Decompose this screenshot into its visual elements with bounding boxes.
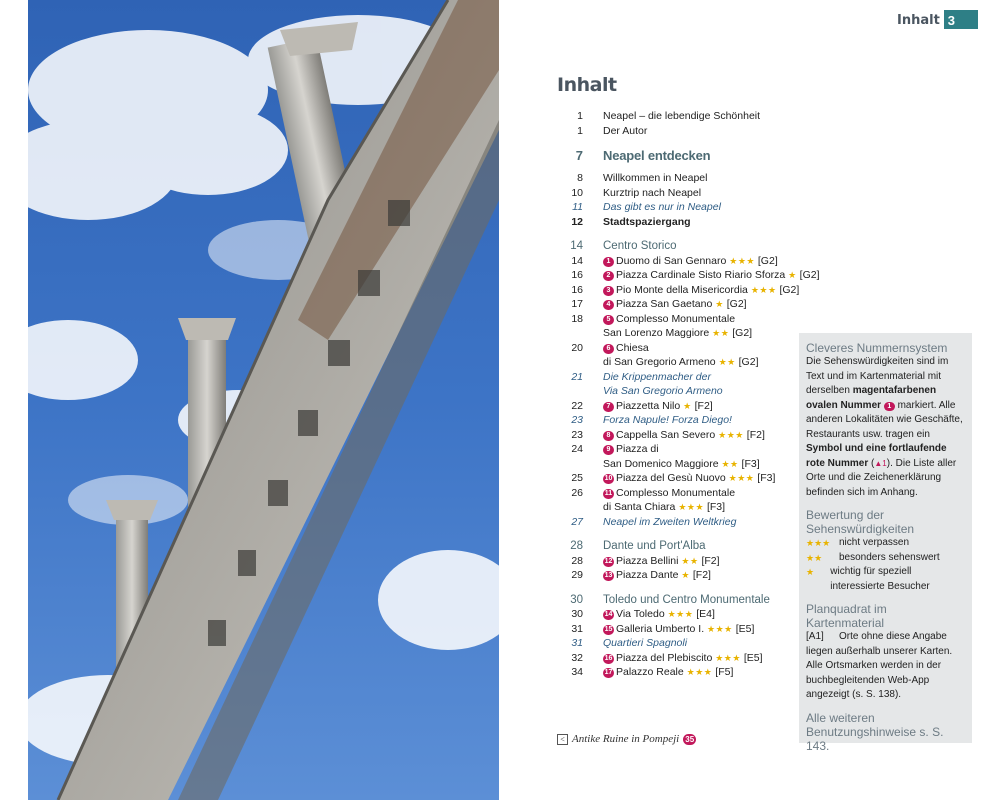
toc-row[interactable]: 11 Das gibt es nur in Neapel xyxy=(572,201,721,213)
photo-caption xyxy=(557,733,696,745)
toc-row[interactable]: 1 Neapel – die lebendige Schönheit xyxy=(577,110,761,122)
rating-row: ★ wichtig für speziell interessierte Besucher xyxy=(806,565,965,594)
sight-number-badge: 6 xyxy=(603,344,614,354)
star-rating: ★★★ xyxy=(678,502,705,512)
sight-number-badge: 10 xyxy=(604,475,613,482)
planquadrat-title: Planquadrat im Kartenmaterial xyxy=(806,602,887,630)
star-rating: ★★ xyxy=(712,328,730,338)
star-rating: ★★ xyxy=(718,357,736,367)
star-rating: ★★★ xyxy=(667,609,694,619)
toc-sight-row[interactable]: 31 15 Galleria Umberto I. ★★★ [E5] xyxy=(571,622,755,635)
star-rating: ★ xyxy=(683,400,692,411)
rating-row: ★★ besonders sehenswert xyxy=(806,551,965,566)
info-sidebar xyxy=(799,333,972,753)
toc-row[interactable]: 27 Neapel im Zweiten Weltkrieg xyxy=(571,515,737,528)
toc-row[interactable]: 31 Quartieri Spagnoli xyxy=(571,637,688,649)
toc-sight-row[interactable]: 30 14 Via Toledo ★★★ [E4] xyxy=(571,608,715,620)
toc-sight-row[interactable]: 20 6 Chiesa xyxy=(571,341,649,354)
toc-row[interactable]: 1 Der Autor xyxy=(577,124,648,137)
toc-subsection[interactable]: 30 Toledo und Centro Monumentale xyxy=(570,593,770,606)
numbering-info: Cleveres Nummernsystem Die Sehenswürdigkeiten sind im Text und im Kartenmaterial mit derselben magentafarbenen ovalen Nummer 1 markiert. Alle anderen Lokalitäten wie Geschäfte, Restaurants usw. tragen ein Symbol und eine fortlaufende rote Nummer (▲1). Die Liste aller Orte und die Zeichenerklärung befinden sich im Anhang. xyxy=(806,341,965,500)
star-rating: ★ xyxy=(681,570,690,580)
sight-number-badge: 4 xyxy=(603,300,614,310)
sight-number-badge: 3 xyxy=(603,286,614,296)
toc-row[interactable]: 23 Forza Napule! Forza Diego! xyxy=(571,414,732,426)
toc-sight-row[interactable]: 16 3 Pio Monte della Misericordia ★★★ [G2] xyxy=(571,283,800,296)
sight-number-badge: 5 xyxy=(603,315,614,325)
sight-number-badge: 13 xyxy=(604,572,613,579)
sight-number-badge: 7 xyxy=(603,402,614,412)
rating-title: Bewertung der Sehenswürdigkeiten xyxy=(806,508,915,536)
star-rating: ★★ xyxy=(806,552,823,563)
toc-subsection[interactable]: 28 Dante und Port'Alba xyxy=(570,540,706,552)
toc-sight-row-cont[interactable]: San Lorenzo Maggiore ★★ [G2] xyxy=(603,327,753,339)
toc-section[interactable]: 7 Neapel entdecken xyxy=(575,148,711,163)
sight-number-badge: 14 xyxy=(604,611,613,618)
header-page-number: 3 xyxy=(944,10,978,29)
toc-sight-row[interactable]: 32 16 Piazza del Plebiscito ★★★ [E5] xyxy=(571,651,763,664)
sight-number-badge: 12 xyxy=(604,557,613,565)
star-rating: ★★★ xyxy=(728,473,755,483)
page-title: Inhalt xyxy=(557,74,617,96)
toc-row[interactable]: 12 Stadtspaziergang xyxy=(571,215,691,228)
sight-number-badge: 11 xyxy=(604,489,613,497)
toc-sight-row-cont[interactable]: San Domenico Maggiore ★★ [F3] xyxy=(603,457,760,470)
rating-row: ★★★ nicht verpassen xyxy=(806,536,965,551)
star-rating: ★★ xyxy=(721,458,739,469)
header-title: Inhalt xyxy=(897,13,940,28)
star-rating: ★ xyxy=(715,299,724,309)
shop-marker-icon: ▲1 xyxy=(874,458,887,468)
sight-number-badge: 1 xyxy=(884,402,895,411)
grid-code: [A1] xyxy=(806,631,824,642)
sight-number-badge: 2 xyxy=(603,271,614,281)
planquadrat-info: Planquadrat im Kartenmaterial [A1] Orte ohne diese Angabe liegen außerhalb unserer Karten. Alle Ortsmarken werden in der buchbegleitenden Web-App angezeigt (s. S. 138). xyxy=(806,602,965,703)
toc-sight-row[interactable]: 18 5 Complesso Monumentale xyxy=(571,312,736,325)
left-arrow-icon: < xyxy=(557,734,568,745)
toc-sight-row[interactable]: 17 4 Piazza San Gaetano ★ [G2] xyxy=(571,298,747,310)
star-rating: ★★★ xyxy=(729,255,755,266)
toc-row[interactable]: 10 Kurztrip nach Neapel xyxy=(571,186,702,199)
star-rating: ★★★ xyxy=(707,623,733,634)
rating-info xyxy=(806,508,965,594)
toc-subsection[interactable]: 14 Centro Storico xyxy=(570,240,677,252)
toc-sight-row[interactable]: 24 9 Piazza di xyxy=(571,443,659,455)
toc-sight-row[interactable]: 25 10 Piazza del Gesù Nuovo ★★★ [F3] xyxy=(571,472,776,484)
caption-page-badge[interactable]: 35 xyxy=(683,734,696,745)
toc-sight-row[interactable]: 28 12 Piazza Bellini ★★ [F2] xyxy=(571,554,720,567)
toc-sight-row[interactable]: 22 7 Piazzetta Nilo ★ [F2] xyxy=(571,399,713,412)
toc-sight-row[interactable]: 26 11 Complesso Monumentale xyxy=(571,486,736,499)
toc-row[interactable]: 21 Die Krippenmacher der xyxy=(571,370,711,383)
star-rating: ★★★ xyxy=(750,284,777,295)
star-rating: ★★★ xyxy=(686,667,713,677)
star-rating: ★ xyxy=(788,270,797,280)
sight-number-badge: 1 xyxy=(603,257,614,267)
numbering-title: Cleveres Nummernsystem xyxy=(806,341,948,355)
toc-sight-row[interactable]: 23 8 Cappella San Severo ★★★ [F2] xyxy=(571,428,765,441)
toc-sight-row[interactable]: 14 1 Duomo di San Gennaro ★★★ [G2] xyxy=(571,254,778,267)
star-rating: ★★★ xyxy=(806,538,831,548)
toc-sight-row[interactable]: 34 17 Palazzo Reale ★★★ [F5] xyxy=(571,666,734,678)
toc-sight-row-cont[interactable]: di Santa Chiara ★★★ [F3] xyxy=(603,501,726,513)
sight-number-badge: 17 xyxy=(604,669,613,676)
toc-sight-row[interactable]: 16 2 Piazza Cardinale Sisto Riario Sforza ★ [G2] xyxy=(571,269,820,281)
toc-sight-row-cont[interactable]: di San Gregorio Armeno ★★ [G2] xyxy=(603,356,759,368)
toc-row-cont[interactable]: Via San Gregorio Armeno xyxy=(603,385,723,397)
sight-number-badge: 8 xyxy=(603,431,614,441)
star-rating: ★★★ xyxy=(718,429,744,440)
toc-sight-row[interactable]: 29 13 Piazza Dante ★ [F2] xyxy=(571,569,711,581)
toc-row[interactable]: 8 Willkommen in Neapel xyxy=(577,172,708,184)
star-rating: ★★ xyxy=(681,555,699,566)
sight-number-badge: 9 xyxy=(603,445,614,455)
star-rating: ★ xyxy=(806,567,815,577)
caption-text: Antike Ruine in Pompeji xyxy=(572,733,680,745)
sight-number-badge: 16 xyxy=(604,654,613,662)
cover-photo-columns xyxy=(28,0,499,800)
star-rating: ★★★ xyxy=(715,652,741,663)
more-info-note: Alle weiteren Benutzungshinweise s. S. 143. xyxy=(806,710,944,753)
sight-number-badge: 15 xyxy=(604,625,613,633)
running-header xyxy=(897,10,978,29)
